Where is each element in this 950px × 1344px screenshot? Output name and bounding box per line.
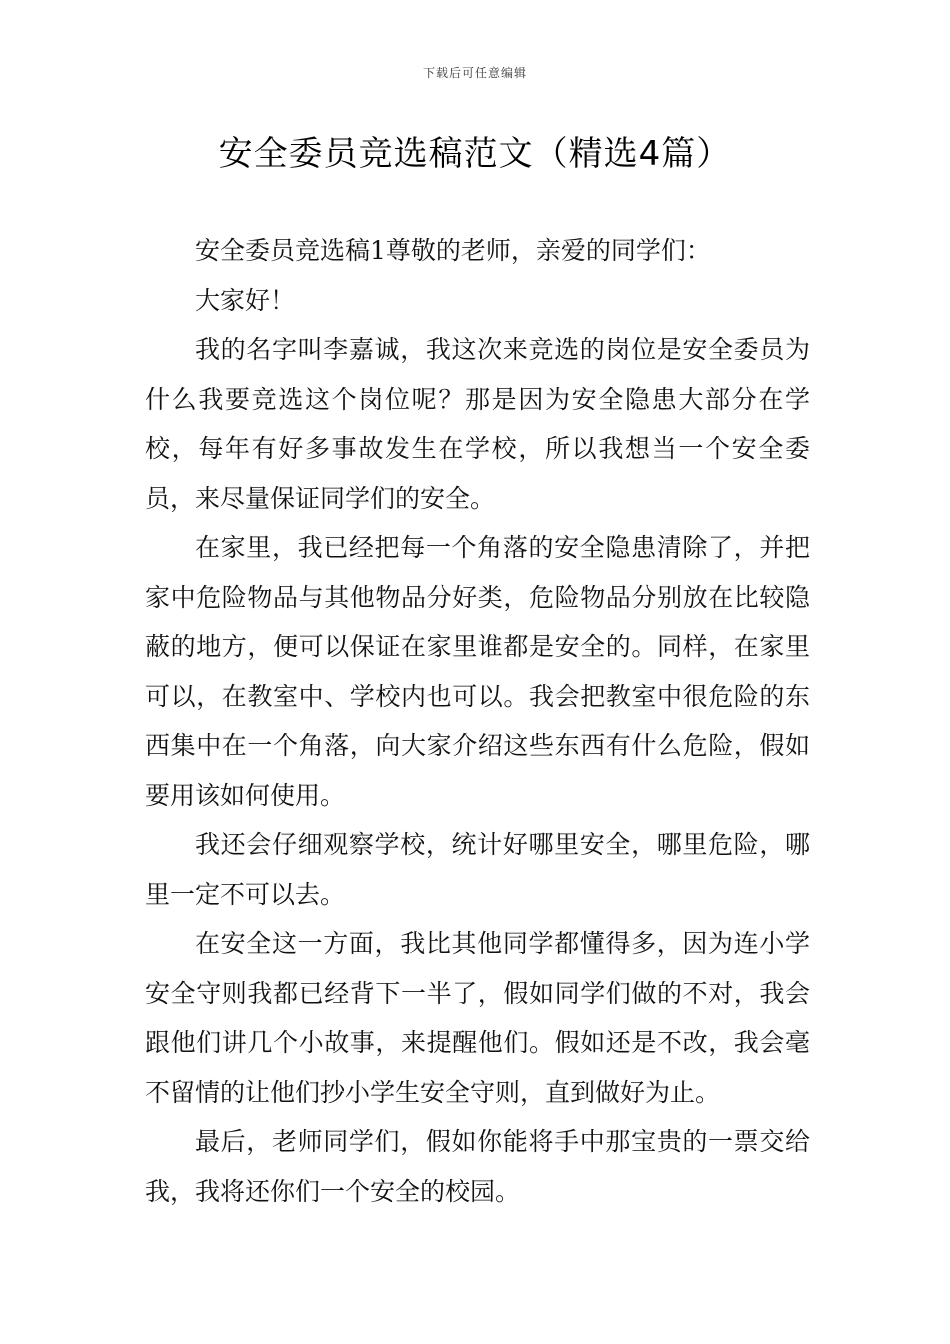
paragraph-school-observation: 我还会仔细观察学校，统计好哪里安全，哪里危险，哪里一定不可以去。	[145, 830, 810, 909]
document-title: 安全委员竞选稿范文（精选4篇）	[218, 134, 732, 174]
paragraph-salutation: 安全委员竞选稿1尊敬的老师，亲爱的同学们：	[195, 236, 711, 265]
paragraph-safety-knowledge: 在安全这一方面，我比其他同学都懂得多，因为连小学安全守则我都已经背下一半了，假如同学们做的不对，我会跟他们讲几个小故事，来提醒他们。假如还是不改，我会毫不留情的让他们抄小学生安全守则，直到做好为止。	[145, 929, 810, 1107]
document-body	[145, 226, 810, 1216]
paragraph-closing: 最后，老师同学们，假如你能将手中那宝贵的一票交给我，我将还你们一个安全的校园。	[145, 1127, 810, 1206]
paragraph-home-safety: 在家里，我已经把每一个角落的安全隐患清除了，并把家中危险物品与其他物品分好类，危险物品分别放在比较隐蔽的地方，便可以保证在家里谁都是安全的。同样，在家里可以，在教室中、学校内也可以。我会把教室中很危险的东西集中在一个角落，向大家介绍这些东西有什么危险，假如要用该如何使用。	[145, 533, 810, 810]
header-note: 下载后可任意编辑	[422, 66, 527, 80]
paragraph-introduction: 我的名字叫李嘉诚，我这次来竞选的岗位是安全委员为什么我要竞选这个岗位呢？那是因为安全隐患大部分在学校，每年有好多事故发生在学校，所以我想当一个安全委员，来尽量保证同学们的安全。	[145, 335, 810, 513]
paragraph-greeting: 大家好！	[195, 285, 296, 315]
